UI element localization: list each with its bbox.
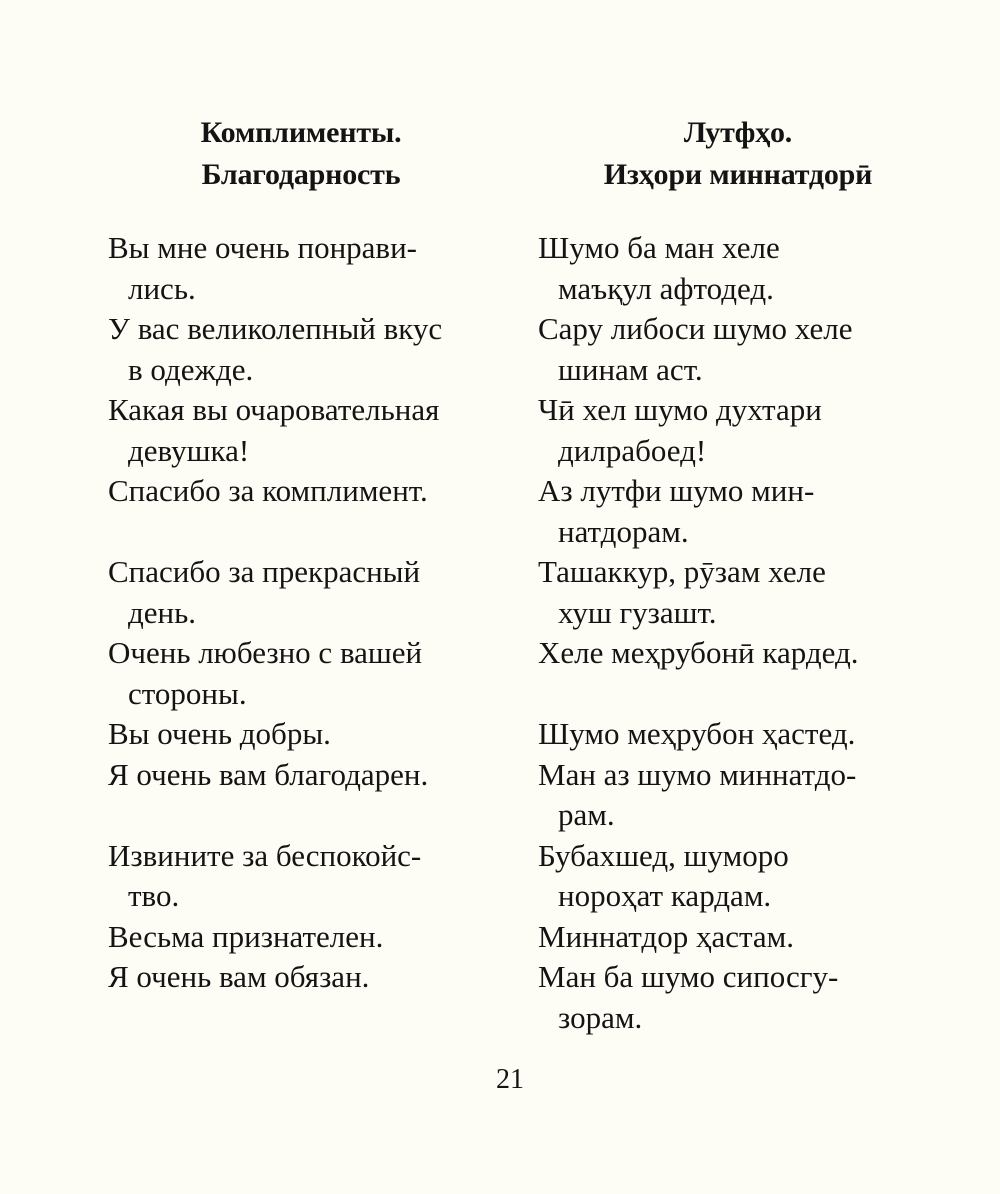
phrase-tj: Аз лутфи шумо мин- натдорам. [538,473,815,549]
phrase-ru: У вас великолепный вкус в одежде. [108,311,443,387]
phrase-tj: Чӣ хел шумо духтари дилрабоед! [538,392,822,468]
phrase-ru: Какая вы очаровательная девушка! [108,392,440,468]
phrase-ru: Я очень вам благодарен. [108,756,429,792]
phrase-ru: Я очень вам обязан. [108,959,370,994]
phrase-tj: Ташаккур, рӯзам хеле хуш гузашт. [538,554,826,630]
phrase-tj: Сару либоси шумо хеле шинам аст. [538,311,853,387]
phrase-tj: Шумо меҳрубон ҳастед. [538,716,856,751]
group-gap [108,512,508,553]
tajik-column [538,112,978,1038]
phrase-tj: Хеле меҳрубонӣ кардед. [538,635,859,670]
phrase-tj: Ман ба шумо сипосгу- зорам. [538,959,839,1035]
phrase-ru: Спасибо за комплимент. [108,473,428,508]
phrase-tj: Ман аз шумо миннатдо- рам. [538,756,857,832]
russian-heading: Комплименты. Благодарность [200,116,402,191]
group-gap [538,674,978,715]
phrase-ru: Извините за беспокойс- тво. [108,837,422,913]
phrase-ru: Вы мне очень понрави- лись. [108,230,417,306]
group-gap [108,795,508,836]
page-number: 21 [496,1064,524,1095]
phrase-ru: Вы очень добры. [108,716,331,751]
russian-column [108,112,508,998]
phrase-ru: Очень любезно с вашей стороны. [108,635,423,711]
phrase-ru: Спасибо за прекрасный день. [108,554,421,630]
phrase-tj: Бубахшед, шуморо нороҳат кардам. [538,837,789,913]
phrase-tj: Миннатдор ҳастам. [538,918,795,954]
phrase-tj: Шумо ба ман хеле маъқул афтодед. [538,230,780,306]
phrase-ru: Весьма признателен. [108,918,384,954]
tajik-heading: Лутфҳо. Изҳори миннатдорӣ [603,116,873,191]
